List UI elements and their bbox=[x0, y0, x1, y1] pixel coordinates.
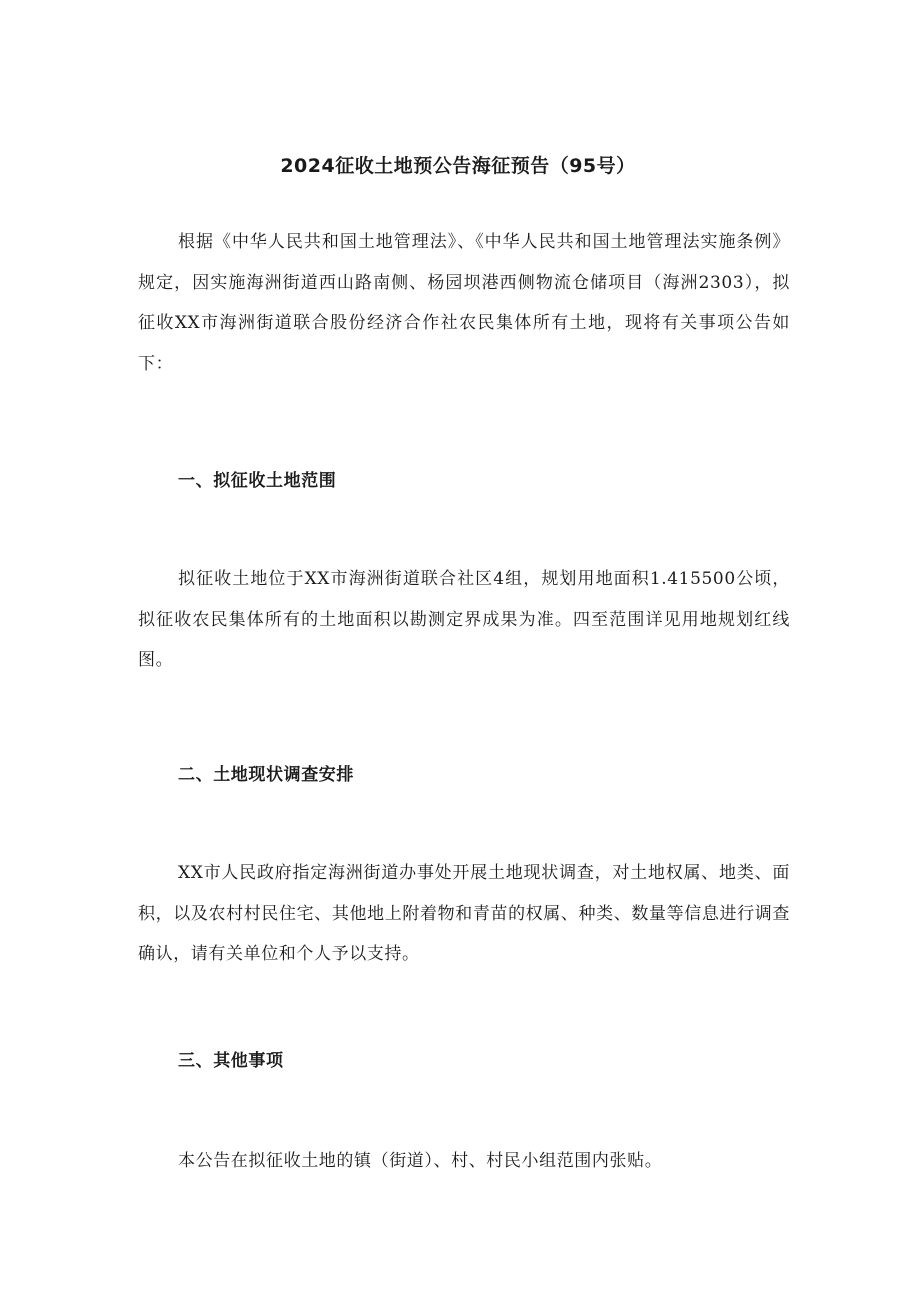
section-heading-land-scope: 一、拟征收土地范围 bbox=[178, 471, 337, 491]
section-heading-other-matters: 三、其他事项 bbox=[178, 1051, 284, 1071]
section-heading-survey-arrangement: 二、土地现状调查安排 bbox=[178, 765, 354, 785]
document-title: 2024征收土地预公告海征预告（95号） bbox=[280, 155, 636, 177]
section-body-land-scope: 拟征收土地位于XX市海洲街道联合社区4组，规划用地面积1.415500公顷，拟征收农民集体所有的土地面积以勘测定界成果为准。四至范围详见用地规划红线图。 bbox=[138, 569, 790, 670]
intro-paragraph: 根据《中华人民共和国土地管理法》、《中华人民共和国土地管理法实施条例》规定，因实施海洲街道西山路南侧、杨园坝港西侧物流仓储项目（海洲2303），拟征收XX市海洲街道联合股份经济合作社农民集体所有土地，现将有关事项公告如下： bbox=[138, 232, 790, 374]
section-body-survey-arrangement: XX市人民政府指定海洲街道办事处开展土地现状调查，对土地权属、地类、面积，以及农村村民住宅、其他地上附着物和青苗的权属、种类、数量等信息进行调查确认，请有关单位和个人予以支持。 bbox=[138, 863, 790, 964]
section-body-other-matters: 本公告在拟征收土地的镇（街道）、村、村民小组范围内张贴。 bbox=[178, 1151, 663, 1171]
